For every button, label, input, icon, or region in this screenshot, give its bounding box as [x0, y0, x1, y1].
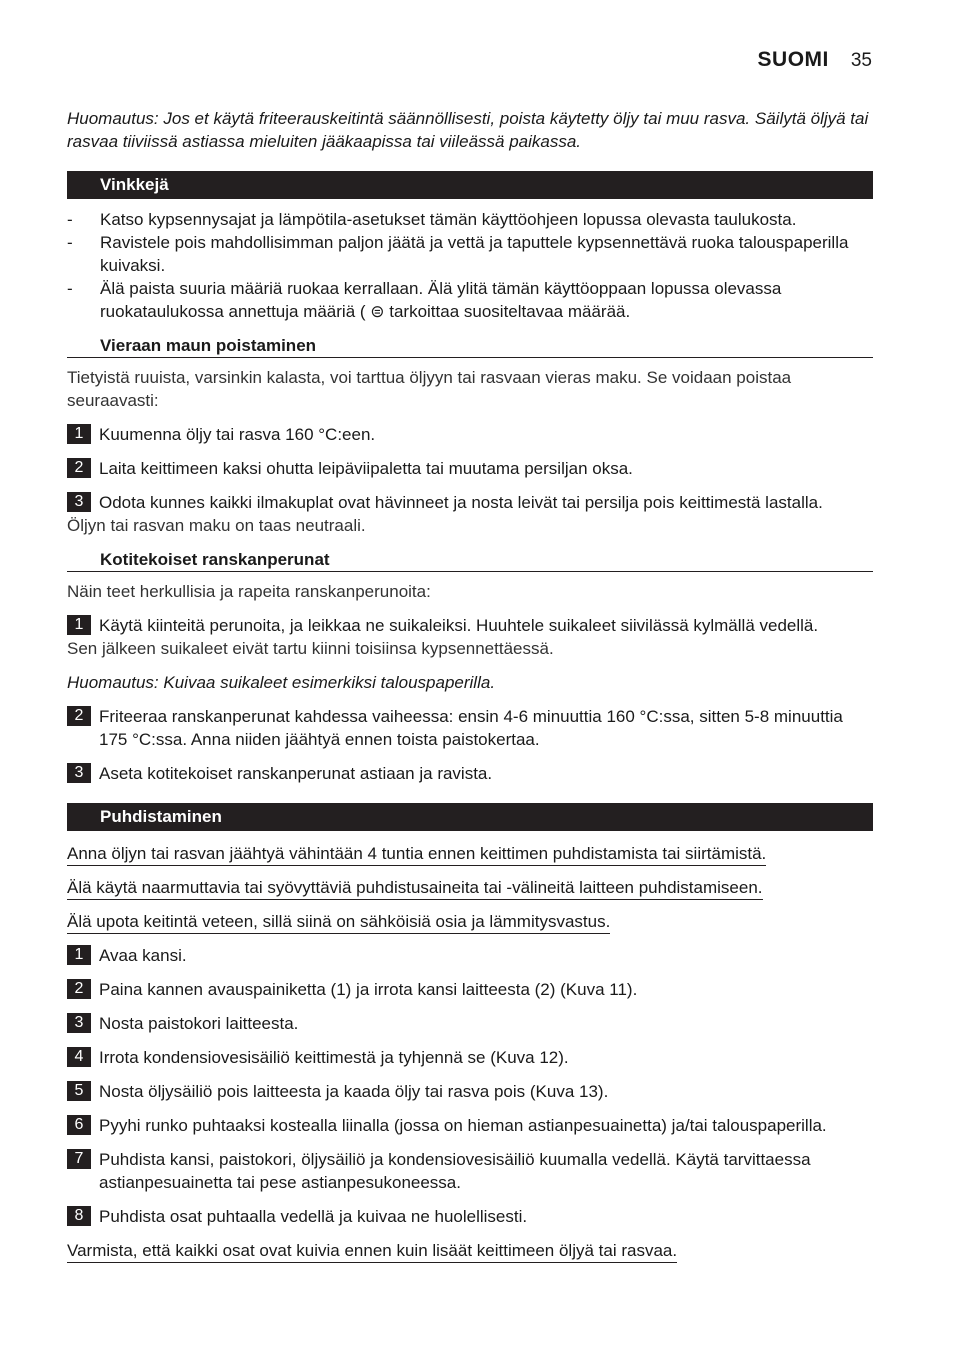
step-item: [67, 762, 873, 785]
storage-note: Huomautus: Jos et käytä friteerauskeitintä säännöllisesti, poista käytetty öljy tai muu rasva. Säilytä öljyä tai rasvaa tiiviissä astiassa mieluiten jääkaapissa tai viileässä paikassa.: [67, 109, 869, 151]
step-text: Käytä kiinteitä perunoita, ja leikkaa ne suikaleiksi. Huuhtele suikaleet siivilässä kylmällä vedellä.: [99, 616, 819, 635]
page-header: [758, 48, 872, 72]
step-number: 1: [67, 615, 91, 635]
step-item: [67, 1080, 873, 1103]
section-bar-cleaning: Puhdistaminen: [67, 803, 873, 831]
step-item: [67, 1148, 873, 1194]
step-item: [67, 457, 873, 480]
step-text: Laita keittimeen kaksi ohutta leipäviipaletta tai muutama persiljan oksa.: [99, 459, 633, 478]
taste-result: Öljyn tai rasvan maku on taas neutraali.: [67, 516, 366, 535]
fries-step1-result: Sen jälkeen suikaleet eivät tartu kiinni toisiinsa kypsennettäessä.: [67, 639, 554, 658]
warning-line: Älä käytä naarmuttavia tai syövyttäviä puhdistusaineita tai -välineitä laitteen puhdistamiseen.: [67, 876, 873, 899]
fries-note: Huomautus: Kuivaa suikaleet esimerkiksi talouspaperilla.: [67, 673, 496, 692]
step-item: [67, 423, 873, 446]
step-item: [67, 491, 873, 514]
step-number: 3: [67, 492, 91, 512]
step-text: Nosta paistokori laitteesta.: [99, 1014, 299, 1033]
step-text: Puhdista osat puhtaalla vedellä ja kuivaa ne huolellisesti.: [99, 1207, 528, 1226]
taste-intro: Tietyistä ruuista, varsinkin kalasta, voi tarttua öljyyn tai rasvaan vieras maku. Se voidaan poistaa seuraavasti:: [67, 368, 792, 410]
page-number: 35: [850, 50, 872, 71]
step-number: 4: [67, 1047, 91, 1067]
step-number: 3: [67, 1013, 91, 1033]
language-label: SUOMI: [757, 48, 829, 71]
list-item: - Ravistele pois mahdollisimman paljon jäätä ja vettä ja taputtele kypsennettävä ruoka talouspaperilla kuivaksi.: [67, 233, 849, 275]
step-number: 7: [67, 1149, 91, 1169]
step-text: Kuumenna öljy tai rasva 160 °C:een.: [99, 425, 376, 444]
step-text: Irrota kondensiovesisäiliö keittimestä ja tyhjennä se (Kuva 12).: [99, 1048, 569, 1067]
step-text: Paina kannen avauspainiketta (1) ja irrota kansi laitteesta (2) (Kuva 11).: [99, 980, 638, 999]
step-text: Pyyhi runko puhtaaksi kostealla liinalla (jossa on hieman astianpesuainetta) ja/tai talouspaperilla.: [99, 1116, 827, 1135]
step-text: Aseta kotitekoiset ranskanperunat astiaan ja ravista.: [99, 764, 493, 783]
step-item: [67, 1012, 873, 1035]
step-number: 8: [67, 1206, 91, 1226]
step-text: Nosta öljysäiliö pois laitteesta ja kaada öljy tai rasva pois (Kuva 13).: [99, 1082, 609, 1101]
step-text: Odota kunnes kaikki ilmakuplat ovat hävinneet ja nosta leivät tai persilja pois keittimestä lastalla.: [99, 493, 823, 512]
step-item: [67, 944, 873, 967]
step-number: 1: [67, 424, 91, 444]
fries-intro: Näin teet herkullisia ja rapeita ranskanperunoita:: [67, 582, 431, 601]
page-content: [67, 107, 873, 1262]
subheading-homemade-fries: Kotitekoiset ranskanperunat: [67, 548, 873, 572]
warning-line: Älä upota keitintä veteen, sillä siinä on sähköisiä osia ja lämmitysvastus.: [67, 910, 873, 933]
step-item: [67, 1114, 873, 1137]
step-number: 1: [67, 945, 91, 965]
subheading-taste-removal: Vieraan maun poistaminen: [67, 334, 873, 358]
final-warning: Varmista, että kaikki osat ovat kuivia ennen kuin lisäät keittimeen öljyä tai rasvaa.: [67, 1239, 873, 1262]
step-item: [67, 614, 873, 637]
step-number: 3: [67, 763, 91, 783]
step-item: [67, 705, 873, 751]
step-text: Friteeraa ranskanperunat kahdessa vaiheessa: ensin 4-6 minuuttia 160 °C:ssa, sitten 5-8 minuuttia 175 °C:ssa. Anna niiden jäähtyä ennen toista paistokertaa.: [99, 707, 843, 749]
list-item: - Katso kypsennysajat ja lämpötila-asetukset tämän käyttöohjeen lopussa olevasta taulukosta.: [67, 210, 797, 229]
list-item: - Älä paista suuria määriä ruokaa kerrallaan. Älä ylitä tämän käyttöoppaan lopussa olevassa ruokataulukossa annettuja määriä ( ⊜ tarkoittaa suositeltavaa määrää.: [67, 279, 782, 321]
step-number: 6: [67, 1115, 91, 1135]
tips-list: [67, 208, 873, 323]
section-bar-tips: Vinkkejä: [67, 171, 873, 199]
step-number: 2: [67, 706, 91, 726]
step-number: 2: [67, 979, 91, 999]
step-text: Avaa kansi.: [99, 946, 187, 965]
warning-line: Anna öljyn tai rasvan jäähtyä vähintään 4 tuntia ennen keittimen puhdistamista tai siirtämistä.: [67, 842, 873, 865]
step-item: [67, 1205, 873, 1228]
step-number: 5: [67, 1081, 91, 1101]
step-item: [67, 978, 873, 1001]
step-text: Puhdista kansi, paistokori, öljysäiliö ja kondensiovesisäiliö kuumalla vedellä. Käytä tarvittaessa astianpesuainetta tai pese astianpesukoneessa.: [99, 1150, 811, 1192]
step-item: [67, 1046, 873, 1069]
step-number: 2: [67, 458, 91, 478]
